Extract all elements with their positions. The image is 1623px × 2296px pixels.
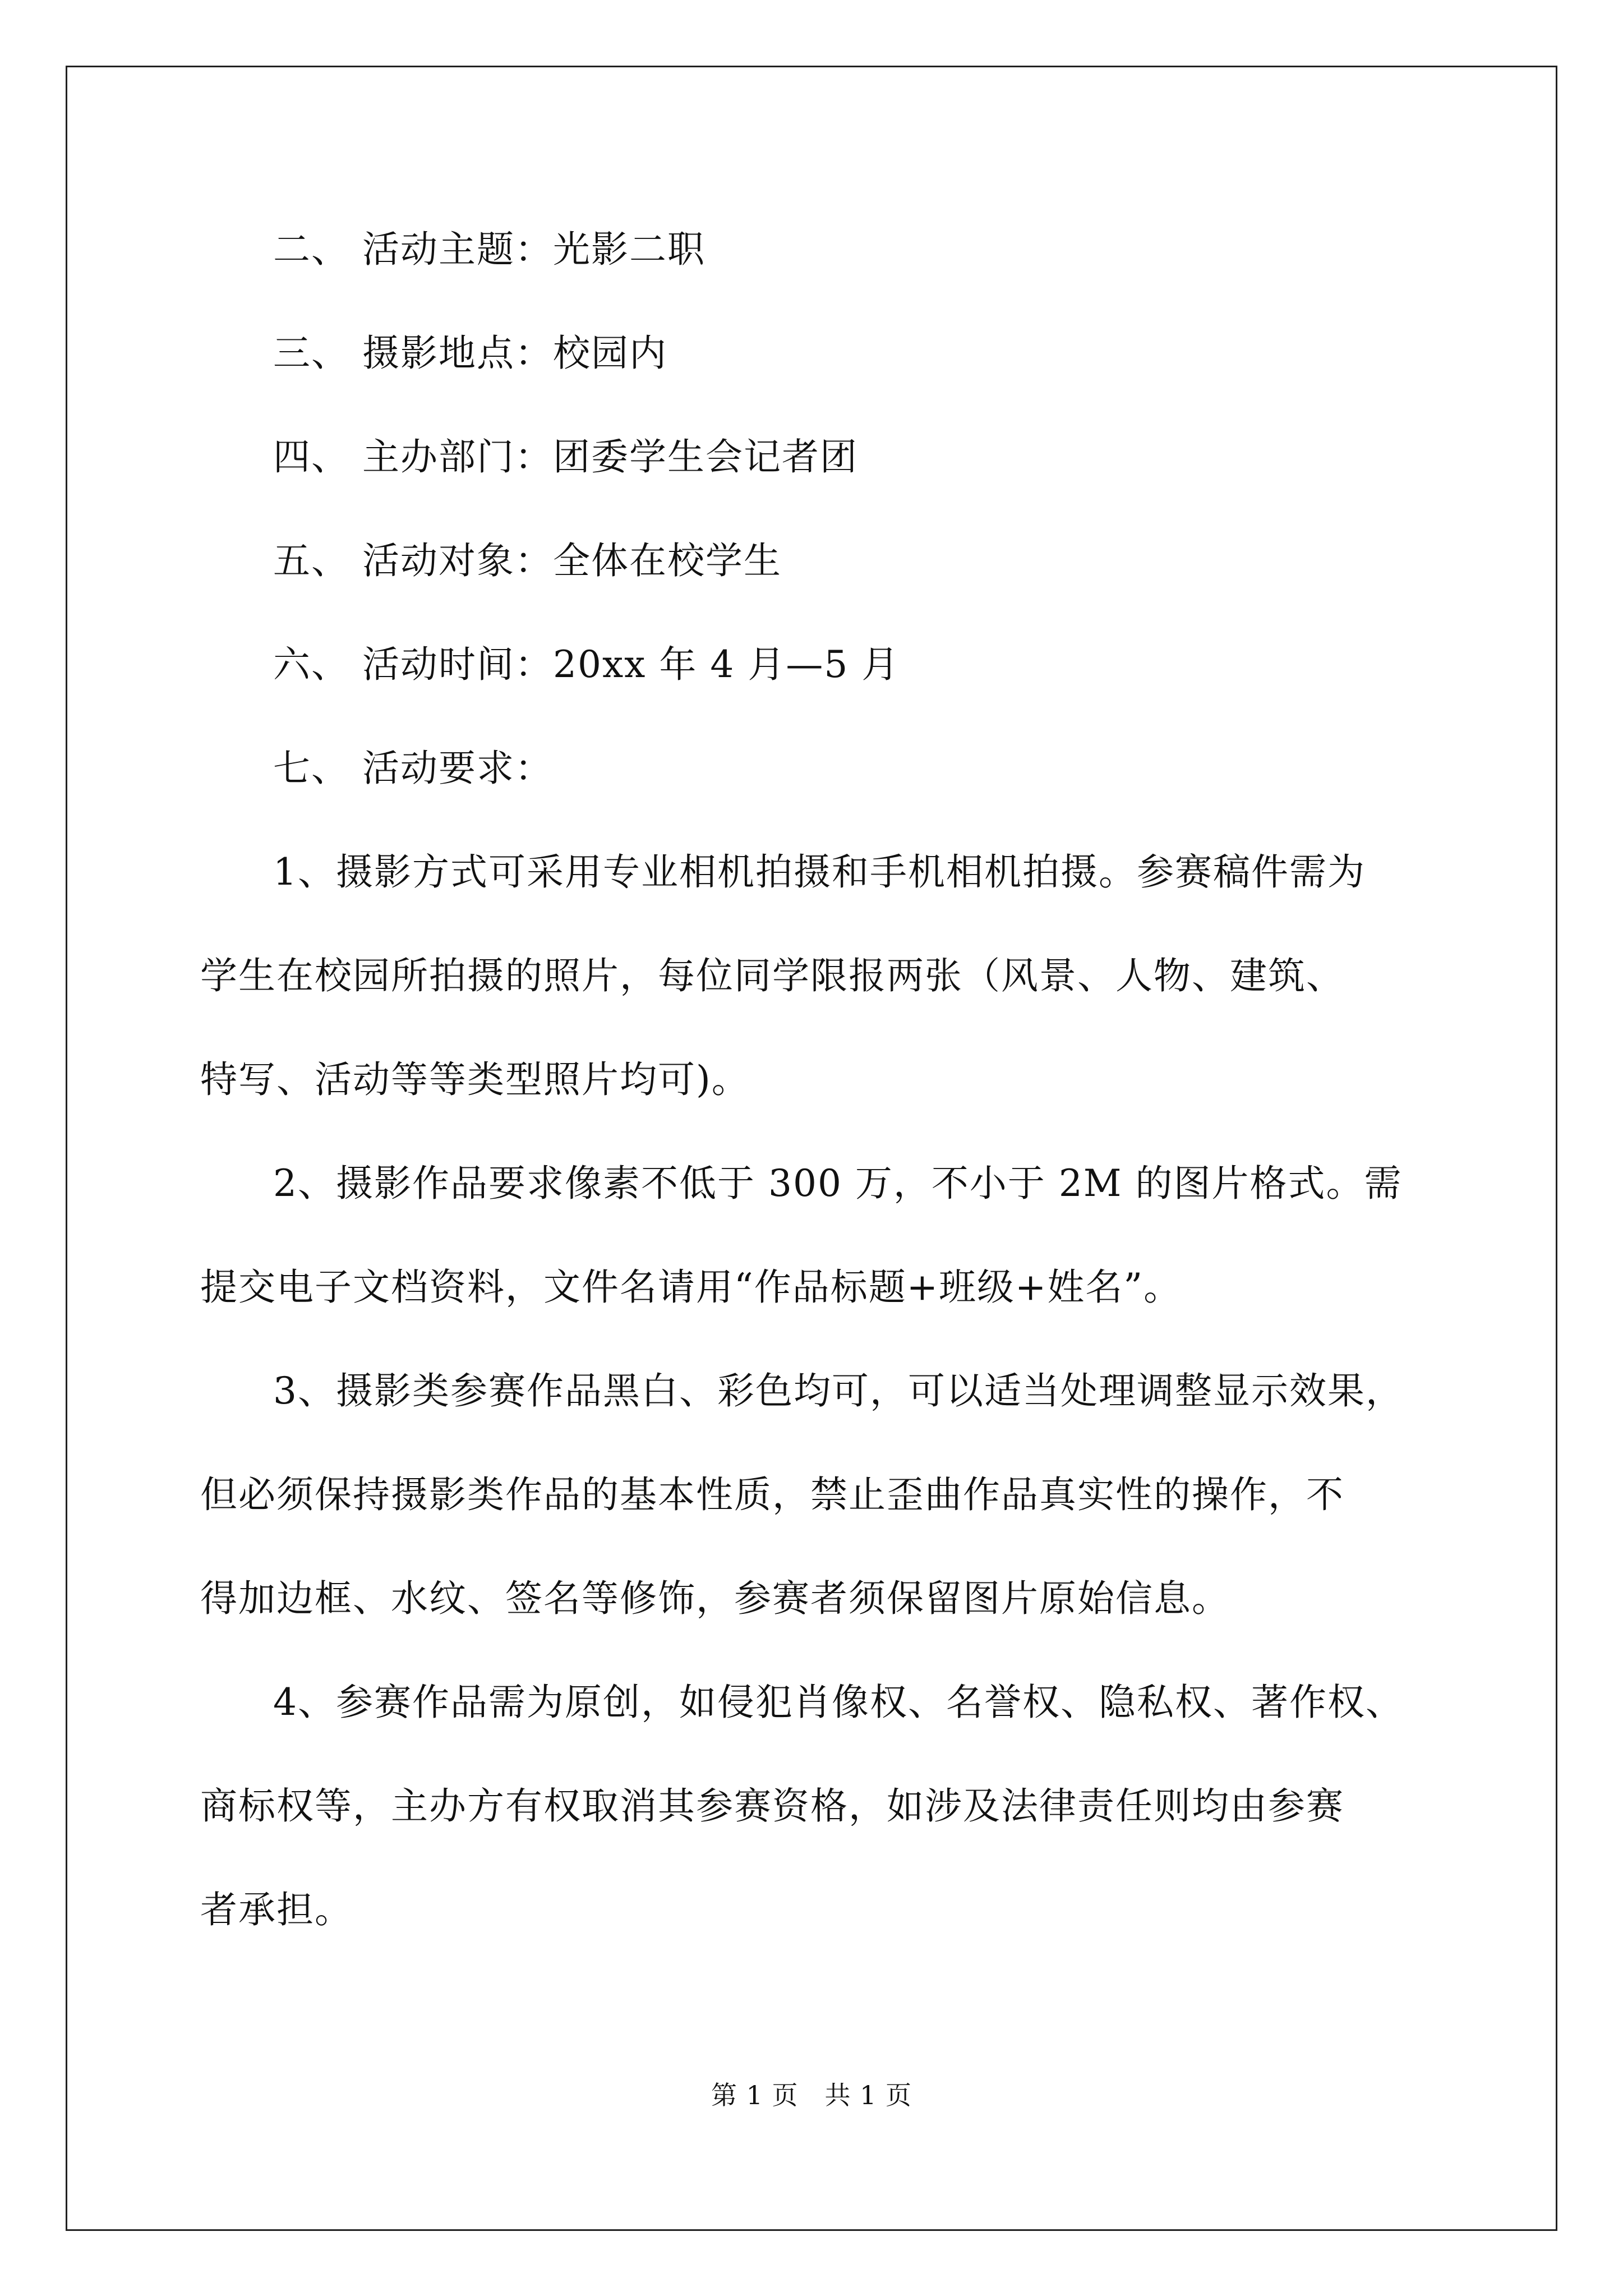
requirement-1-line-2: 学生在校园所拍摄的照片，每位同学限报两张（风景、人物、建筑、 (200, 954, 1344, 997)
requirement-3-line-1: 3、摄影类参赛作品黑白、彩色均可，可以适当处理调整显示效果， (273, 1369, 1404, 1412)
requirement-1-line-1: 1、摄影方式可采用专业相机拍摄和手机相机拍摄。参赛稿件需为 (273, 850, 1366, 894)
requirement-4-line-2: 商标权等，主办方有权取消其参赛资格，如涉及法律责任则均由参赛 (200, 1784, 1344, 1828)
requirement-2-line-2: 提交电子文档资料，文件名请用“作品标题+班级+姓名”。 (200, 1266, 1182, 1309)
section-theme: 二、 活动主题：光影二职 (273, 228, 706, 271)
requirement-3-line-2: 但必须保持摄影类作品的基本性质，禁止歪曲作品真实性的操作，不 (200, 1473, 1344, 1516)
page-footer: 第 1 页 共 1 页 (711, 2080, 912, 2110)
requirement-2-line-1: 2、摄影作品要求像素不低于 300 万，不小于 2M 的图片格式。需 (273, 1162, 1403, 1205)
section-participants: 五、 活动对象：全体在校学生 (273, 539, 782, 582)
section-time: 六、 活动时间：20xx 年 4 月—5 月 (273, 643, 900, 686)
requirement-4-line-1: 4、参赛作品需为原创，如侵犯肖像权、名誉权、隐私权、著作权、 (273, 1681, 1404, 1724)
section-requirements: 七、 活动要求： (273, 747, 553, 790)
requirement-1-line-3: 特写、活动等等类型照片均可)。 (200, 1058, 750, 1101)
requirement-4-line-3: 者承担。 (200, 1888, 353, 1931)
section-organizer: 四、 主办部门：团委学生会记者团 (273, 435, 858, 478)
requirement-3-line-3: 得加边框、水纹、签名等修饰，参赛者须保留图片原始信息。 (200, 1577, 1230, 1620)
section-location: 三、 摄影地点：校园内 (273, 332, 667, 375)
